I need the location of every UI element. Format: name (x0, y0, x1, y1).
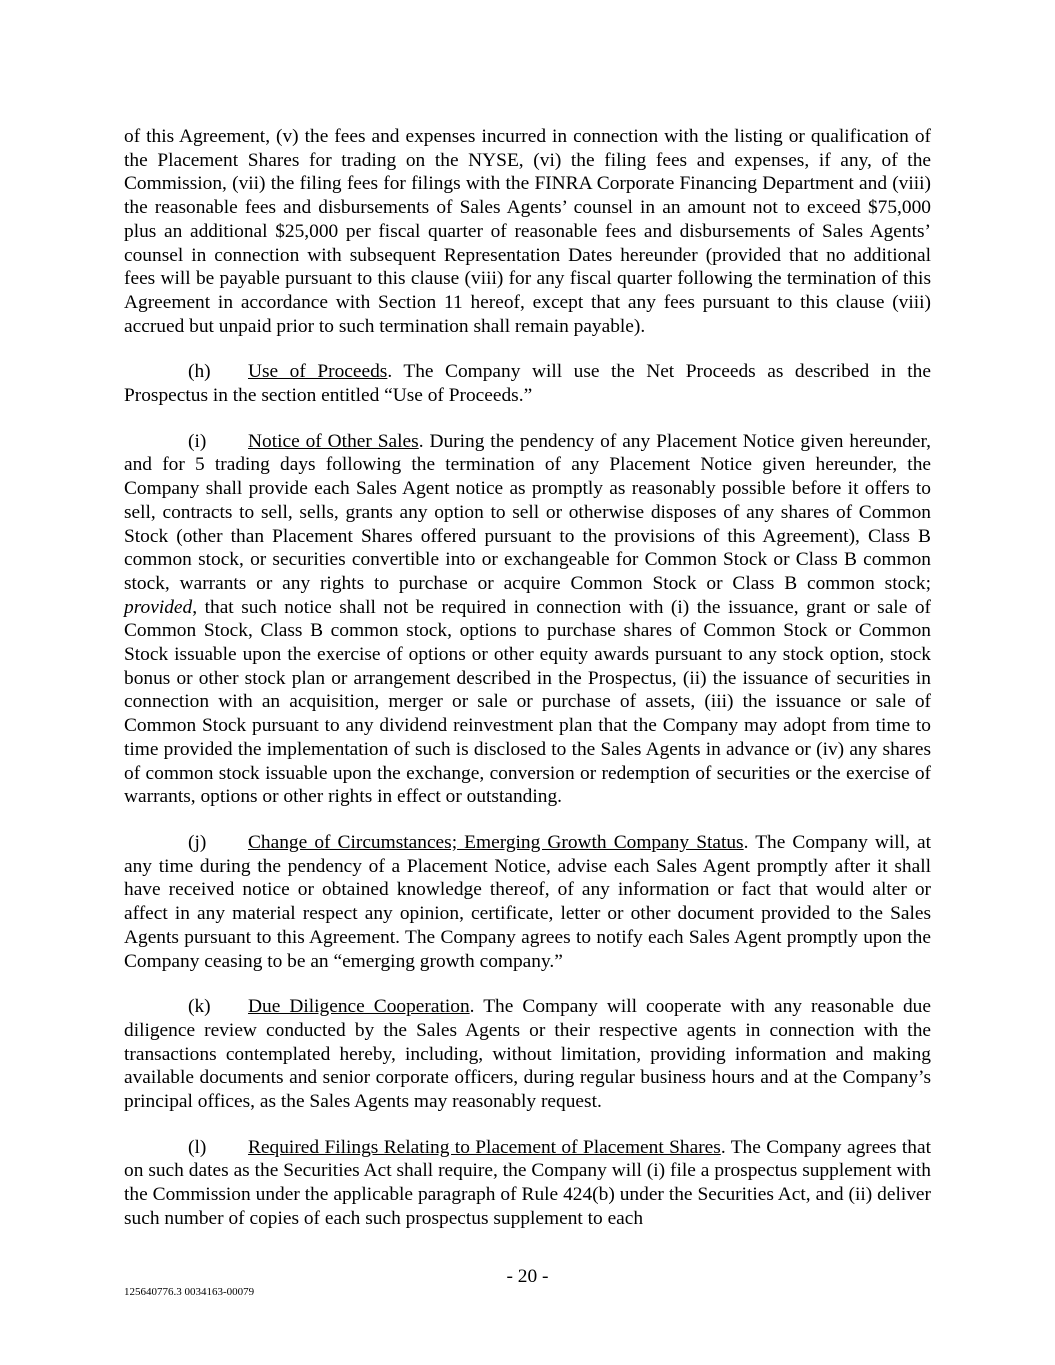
section-l-text: . The Company agrees that on such dates as the Securities Act shall require, the Company will (i) file a prospectus supplement with the Commission under the applicable paragraph of Rule 424(b) under the Securities Act, and (ii) deliver such number of copies of each such prospectus supplement to each (124, 1136, 931, 1229)
section-i-text-after-italic: , that such notice shall not be required in connection with (i) the issuance, grant or sale of Common Stock, Class B common stock, options to purchase shares of Common Stock or Common Stock issuable upon the exercise of options or other equity awards pursuant to any stock option, stock bonus or other stock plan or arrangement described in the Prospectus, (ii) the issuance of securities in connection with an acquisition, merger or sale or purchase of assets, (iii) the issuance or sale of Common Stock pursuant to any dividend reinvestment plan that the Company may adopt from time to time provided the implementation of such is disclosed to the Sales Agents in advance or (iv) any shares of common stock issuable upon the exchange, conversion or redemption of securities or the exercise of warrants, options or other rights in effect or outstanding. (124, 596, 931, 808)
section-j-paragraph (124, 831, 931, 973)
document-body (124, 125, 931, 1231)
section-j-title: Change of Circumstances; Emerging Growth Company Status (248, 831, 744, 853)
section-l-label: (l) (188, 1136, 207, 1158)
section-k-text: . The Company will cooperate with any reasonable due diligence review conducted by the Sales Agents or their respective agents in connection with the transactions contemplated hereby, including, without limitation, providing information and making available documents and senior corporate officers, during regular business hours and at the Company’s principal offices, as the Sales Agents may reasonably request. (124, 996, 931, 1113)
page-number: - 20 - (506, 1266, 549, 1287)
section-h-paragraph (124, 360, 931, 407)
section-i-title: Notice of Other Sales (248, 430, 419, 452)
section-i-paragraph (124, 430, 931, 809)
section-i-label: (i) (188, 430, 207, 452)
section-i-italic-provided: provided (124, 596, 193, 618)
continuation-paragraph: of this Agreement, (v) the fees and expenses incurred in connection with the listing or qualification of the Placement Shares for trading on the NYSE, (vi) the filing fees and expenses, if any, of the Commission, (vii) the filing fees for filings with the FINRA Corporate Financing Department and (viii) the reasonable fees and disbursements of Sales Agents’ counsel in an amount not to exceed $75,000 plus an additional $25,000 per fiscal quarter of reasonable fees and disbursements of Sales Agents’ counsel in connection with subsequent Representation Dates hereunder (provided that no additional fees will be payable pursuant to this clause (viii) for any fiscal quarter following the termination of this Agreement in accordance with Section 11 hereof, except that any fees pursuant to this clause (viii) accrued but unpaid prior to such termination shall remain payable). (124, 126, 931, 337)
section-j-label: (j) (188, 831, 207, 853)
section-h-title: Use of Proceeds (248, 361, 388, 383)
section-k-label: (k) (188, 996, 211, 1018)
section-j-text: . The Company will, at any time during the pendency of a Placement Notice, advise each Sales Agent promptly after it shall have received notice or obtained knowledge thereof, of any information or fact that would alter or affect in any material respect any opinion, certificate, letter or other document provided to the Sales Agents pursuant to this Agreement. The Company agrees to notify each Sales Agent promptly upon the Company ceasing to be an “emerging growth company.” (124, 831, 931, 972)
section-k-paragraph (124, 995, 931, 1114)
section-i-text-before-italic: . During the pendency of any Placement Notice given hereunder, and for 5 trading days following the termination of any Placement Notice given hereunder, the Company shall provide each Sales Agent notice as promptly as reasonably possible before it offers to sell, contracts to sell, sells, grants any option to sell or otherwise disposes of any shares of Common Stock (other than Placement Shares offered pursuant to the provisions of this Agreement), Class B common stock, or securities convertible into or exchangeable for Common Stock or Class B common stock, warrants or any rights to purchase or acquire Common Stock or Class B common stock; (124, 430, 931, 594)
section-h-label: (h) (188, 361, 211, 383)
section-l-paragraph (124, 1136, 931, 1231)
section-h-text: . The Company will use the Net Proceeds as described in the Prospectus in the section entitled “Use of Proceeds.” (124, 361, 931, 407)
section-k-title: Due Diligence Cooperation (248, 996, 470, 1018)
document-id: 125640776.3 0034163-00079 (124, 1286, 255, 1298)
section-l-title: Required Filings Relating to Placement of Placement Shares (248, 1136, 721, 1158)
